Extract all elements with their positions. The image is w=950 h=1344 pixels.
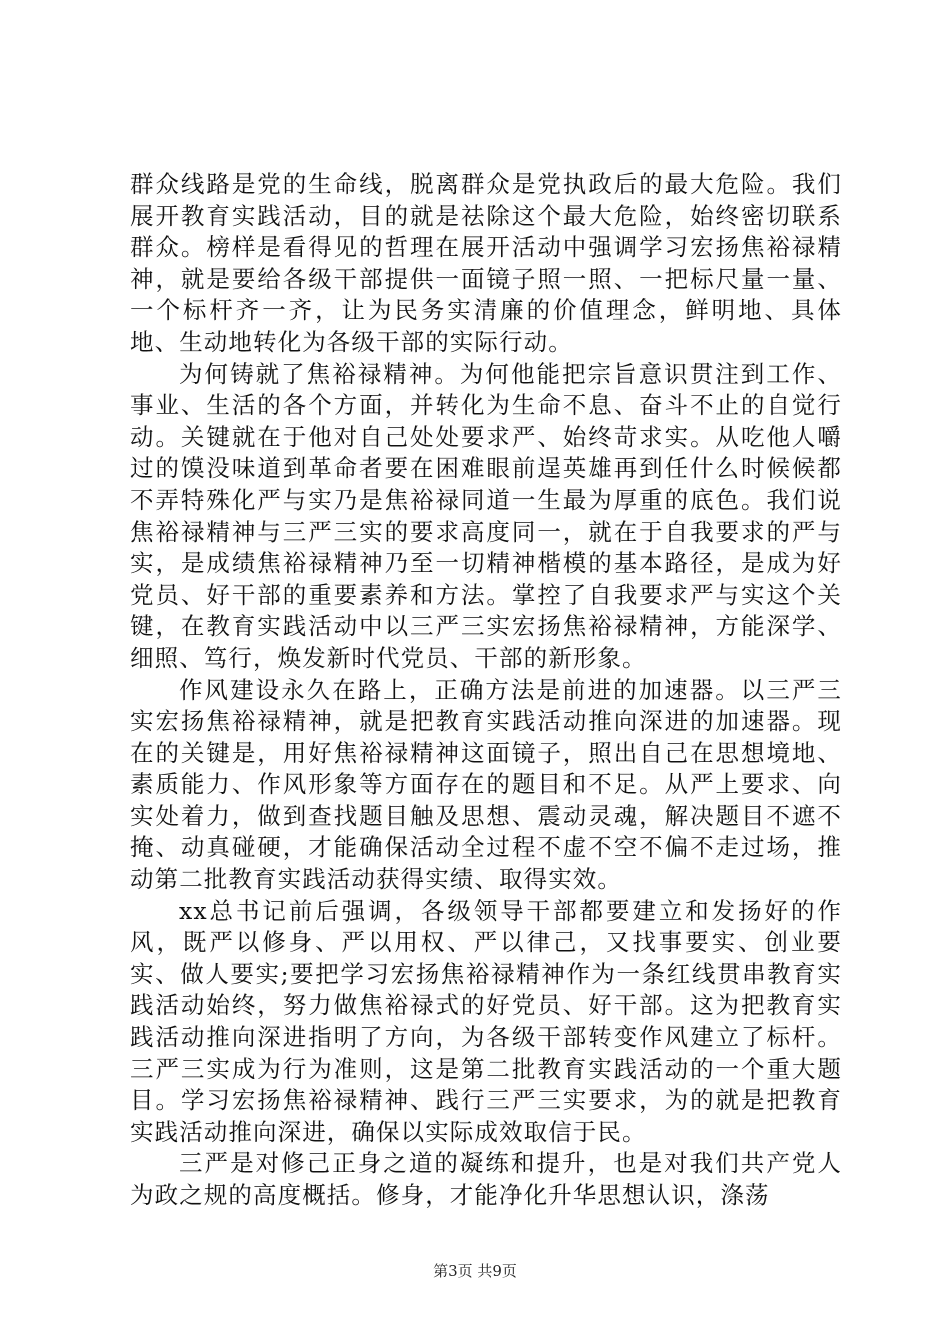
paragraph-3: 作风建设永久在路上，正确方法是前进的加速器。以三严三实宏扬焦裕禄精神，就是把教育实践活动推向深进的加速器。现在的关键是，用好焦裕禄精神这面镜子，照出自己在思想境地、素质能力、作风形象等方面存在的题目和不足。从严上要求、向实处着力，做到查找题目触及思想、震动灵魂，解决题目不遮不掩、动真碰硬，才能确保活动全过程不虚不空不偏不走过场，推动第二批教育实践活动获得实绩、取得实效。 (130, 675, 842, 894)
paragraph-2: 为何铸就了焦裕禄精神。为何他能把宗旨意识贯注到工作、事业、生活的各个方面，并转化为生命不息、奋斗不止的自觉行动。关键就在于他对自己处处要求严、始终苛求实。从吃他人嚼过的馍没味道到革命者要在困难眼前逞英雄再到任什么时候候都不弄特殊化严与实乃是焦裕禄同道一生最为厚重的底色。我们说焦裕禄精神与三严三实的要求高度同一，就在于自我要求的严与实，是成绩焦裕禄精神乃至一切精神楷模的基本路径，是成为好党员、好干部的重要素养和方法。掌控了自我要求严与实这个关键，在教育实践活动中以三严三实宏扬焦裕禄精神，方能深学、细照、笃行，焕发新时代党员、干部的新形象。 (130, 359, 842, 672)
document-body (130, 169, 842, 1212)
page-number-footer: 第3页 共9页 (433, 1262, 517, 1280)
paragraph-5: 三严是对修己正身之道的凝练和提升，也是对我们共产党人为政之规的高度概括。修身，才能净化升华思想认识，涤荡 (130, 1149, 842, 1209)
paragraph-1: 群众线路是党的生命线，脱离群众是党执政后的最大危险。我们展开教育实践活动，目的就是祛除这个最大危险，始终密切联系群众。榜样是看得见的哲理在展开活动中强调学习宏扬焦裕禄精神，就是要给各级干部提供一面镜子照一照、一把标尺量一量、一个标杆齐一齐，让为民务实清廉的价值理念，鲜明地、具体地、生动地转化为各级干部的实际行动。 (130, 170, 842, 356)
paragraph-4: xx总书记前后强调，各级领导干部都要建立和发扬好的作风，既严以修身、严以用权、严以律己，又找事要实、创业要实、做人要实;要把学习宏扬焦裕禄精神作为一条红线贯串教育实践活动始终，努力做焦裕禄式的好党员、好干部。这为把教育实践活动推向深进指明了方向，为各级干部转变作风建立了标杆。三严三实成为行为准则，这是第二批教育实践活动的一个重大题目。学习宏扬焦裕禄精神、践行三严三实要求，为的就是把教育实践活动推向深进，确保以实际成效取信于民。 (130, 896, 842, 1146)
